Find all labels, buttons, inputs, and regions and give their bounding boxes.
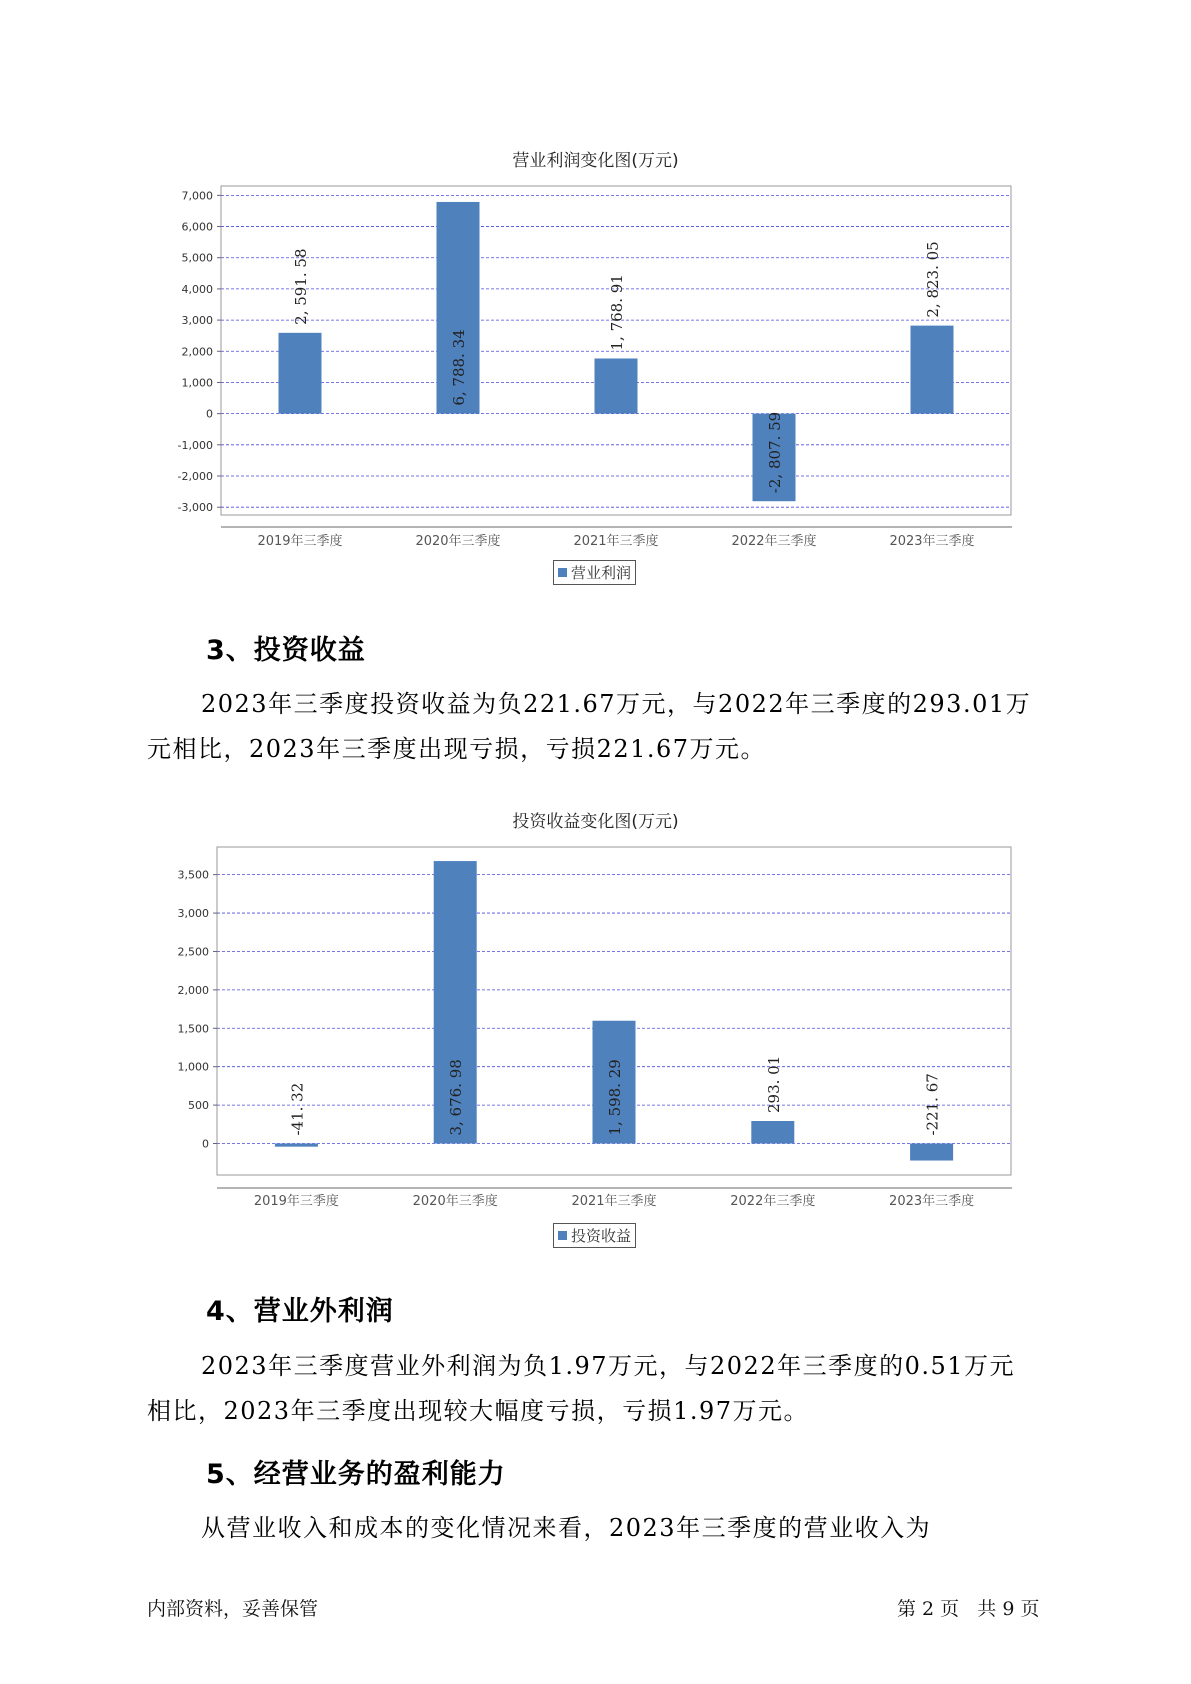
- section-5-line-1: 从营业收入和成本的变化情况来看，2023年三季度的营业收入为: [201, 1514, 932, 1542]
- x-category-label: 2022年三季度: [731, 534, 817, 549]
- section-5-paragraph: [147, 1506, 1057, 1551]
- y-tick-label: 4,000: [181, 282, 213, 296]
- bar: [751, 1121, 794, 1144]
- x-category-label: 2023年三季度: [889, 1194, 975, 1209]
- y-tick-label: -2,000: [177, 470, 213, 484]
- x-category-label: 2020年三季度: [412, 1194, 498, 1209]
- data-label: -2, 807. 59: [766, 411, 784, 494]
- y-tick-label: 3,500: [177, 868, 209, 882]
- footer-left: 内部资料，妥善保管: [147, 1598, 319, 1620]
- section-3-line-1: 2023年三季度投资收益为负221.67万元，与2022年三季度的293.01万: [201, 690, 1032, 718]
- data-label: 293. 01: [764, 1055, 783, 1113]
- y-tick-label: 500: [188, 1099, 209, 1113]
- y-tick-label: 3,000: [177, 907, 209, 921]
- section-4-line-2: 相比，2023年三季度出现较大幅度亏损，亏损1.97万元。: [147, 1397, 810, 1425]
- data-label: 6, 788. 34: [450, 329, 468, 406]
- x-category-label: 2022年三季度: [730, 1194, 816, 1209]
- data-label: -41. 32: [288, 1082, 307, 1136]
- section-3-line-2: 元相比，2023年三季度出现亏损，亏损221.67万元。: [147, 735, 767, 763]
- section-4-line-1: 2023年三季度营业外利润为负1.97万元，与2022年三季度的0.51万元: [201, 1352, 1016, 1380]
- footer-page-number: 第 2 页 共 9 页: [897, 1598, 1040, 1620]
- y-tick-label: 2,500: [177, 945, 209, 959]
- x-category-label: 2020年三季度: [415, 534, 501, 549]
- section-3-heading: 3、投资收益: [206, 635, 366, 666]
- y-tick-label: 2,000: [181, 345, 213, 359]
- legend-swatch-icon: [558, 1231, 567, 1240]
- y-tick-label: 7,000: [181, 189, 213, 203]
- data-label: 3, 676. 98: [447, 1059, 466, 1136]
- y-tick-label: 1,500: [177, 1022, 209, 1036]
- section-4-heading: 4、营业外利润: [206, 1296, 394, 1327]
- y-tick-label: 3,000: [181, 314, 213, 328]
- section-4-paragraph: [147, 1344, 1057, 1434]
- chart2-title: 投资收益变化图(万元): [512, 812, 679, 832]
- data-label: 1, 768. 91: [608, 274, 626, 351]
- y-tick-label: 0: [206, 407, 213, 421]
- y-tick-label: 0: [202, 1137, 209, 1151]
- chart2-legend-label: 投资收益: [571, 1227, 632, 1245]
- data-label: -221. 67: [923, 1073, 942, 1136]
- chart2-legend: [553, 1223, 636, 1248]
- y-tick-label: -3,000: [177, 501, 213, 515]
- y-tick-label: 6,000: [181, 220, 213, 234]
- chart1-legend-label: 营业利润: [571, 564, 632, 582]
- data-label: 2, 591. 58: [292, 248, 310, 325]
- y-tick-label: 1,000: [177, 1060, 209, 1074]
- y-tick-label: 2,000: [177, 983, 209, 997]
- x-category-label: 2023年三季度: [889, 534, 975, 549]
- chart1-title: 营业利润变化图(万元): [512, 151, 679, 171]
- x-category-label: 2021年三季度: [571, 1194, 657, 1209]
- bar: [275, 1144, 318, 1147]
- data-label: 2, 823. 05: [924, 241, 942, 318]
- data-label: 1, 598. 29: [606, 1059, 624, 1136]
- y-tick-label: 5,000: [181, 251, 213, 265]
- bar: [910, 1144, 953, 1161]
- x-category-label: 2019年三季度: [257, 534, 343, 549]
- x-category-label: 2021年三季度: [573, 534, 659, 549]
- y-tick-label: 1,000: [181, 376, 213, 390]
- section-5-heading: 5、经营业务的盈利能力: [206, 1459, 506, 1490]
- x-category-label: 2019年三季度: [253, 1194, 339, 1209]
- y-tick-label: -1,000: [177, 438, 213, 452]
